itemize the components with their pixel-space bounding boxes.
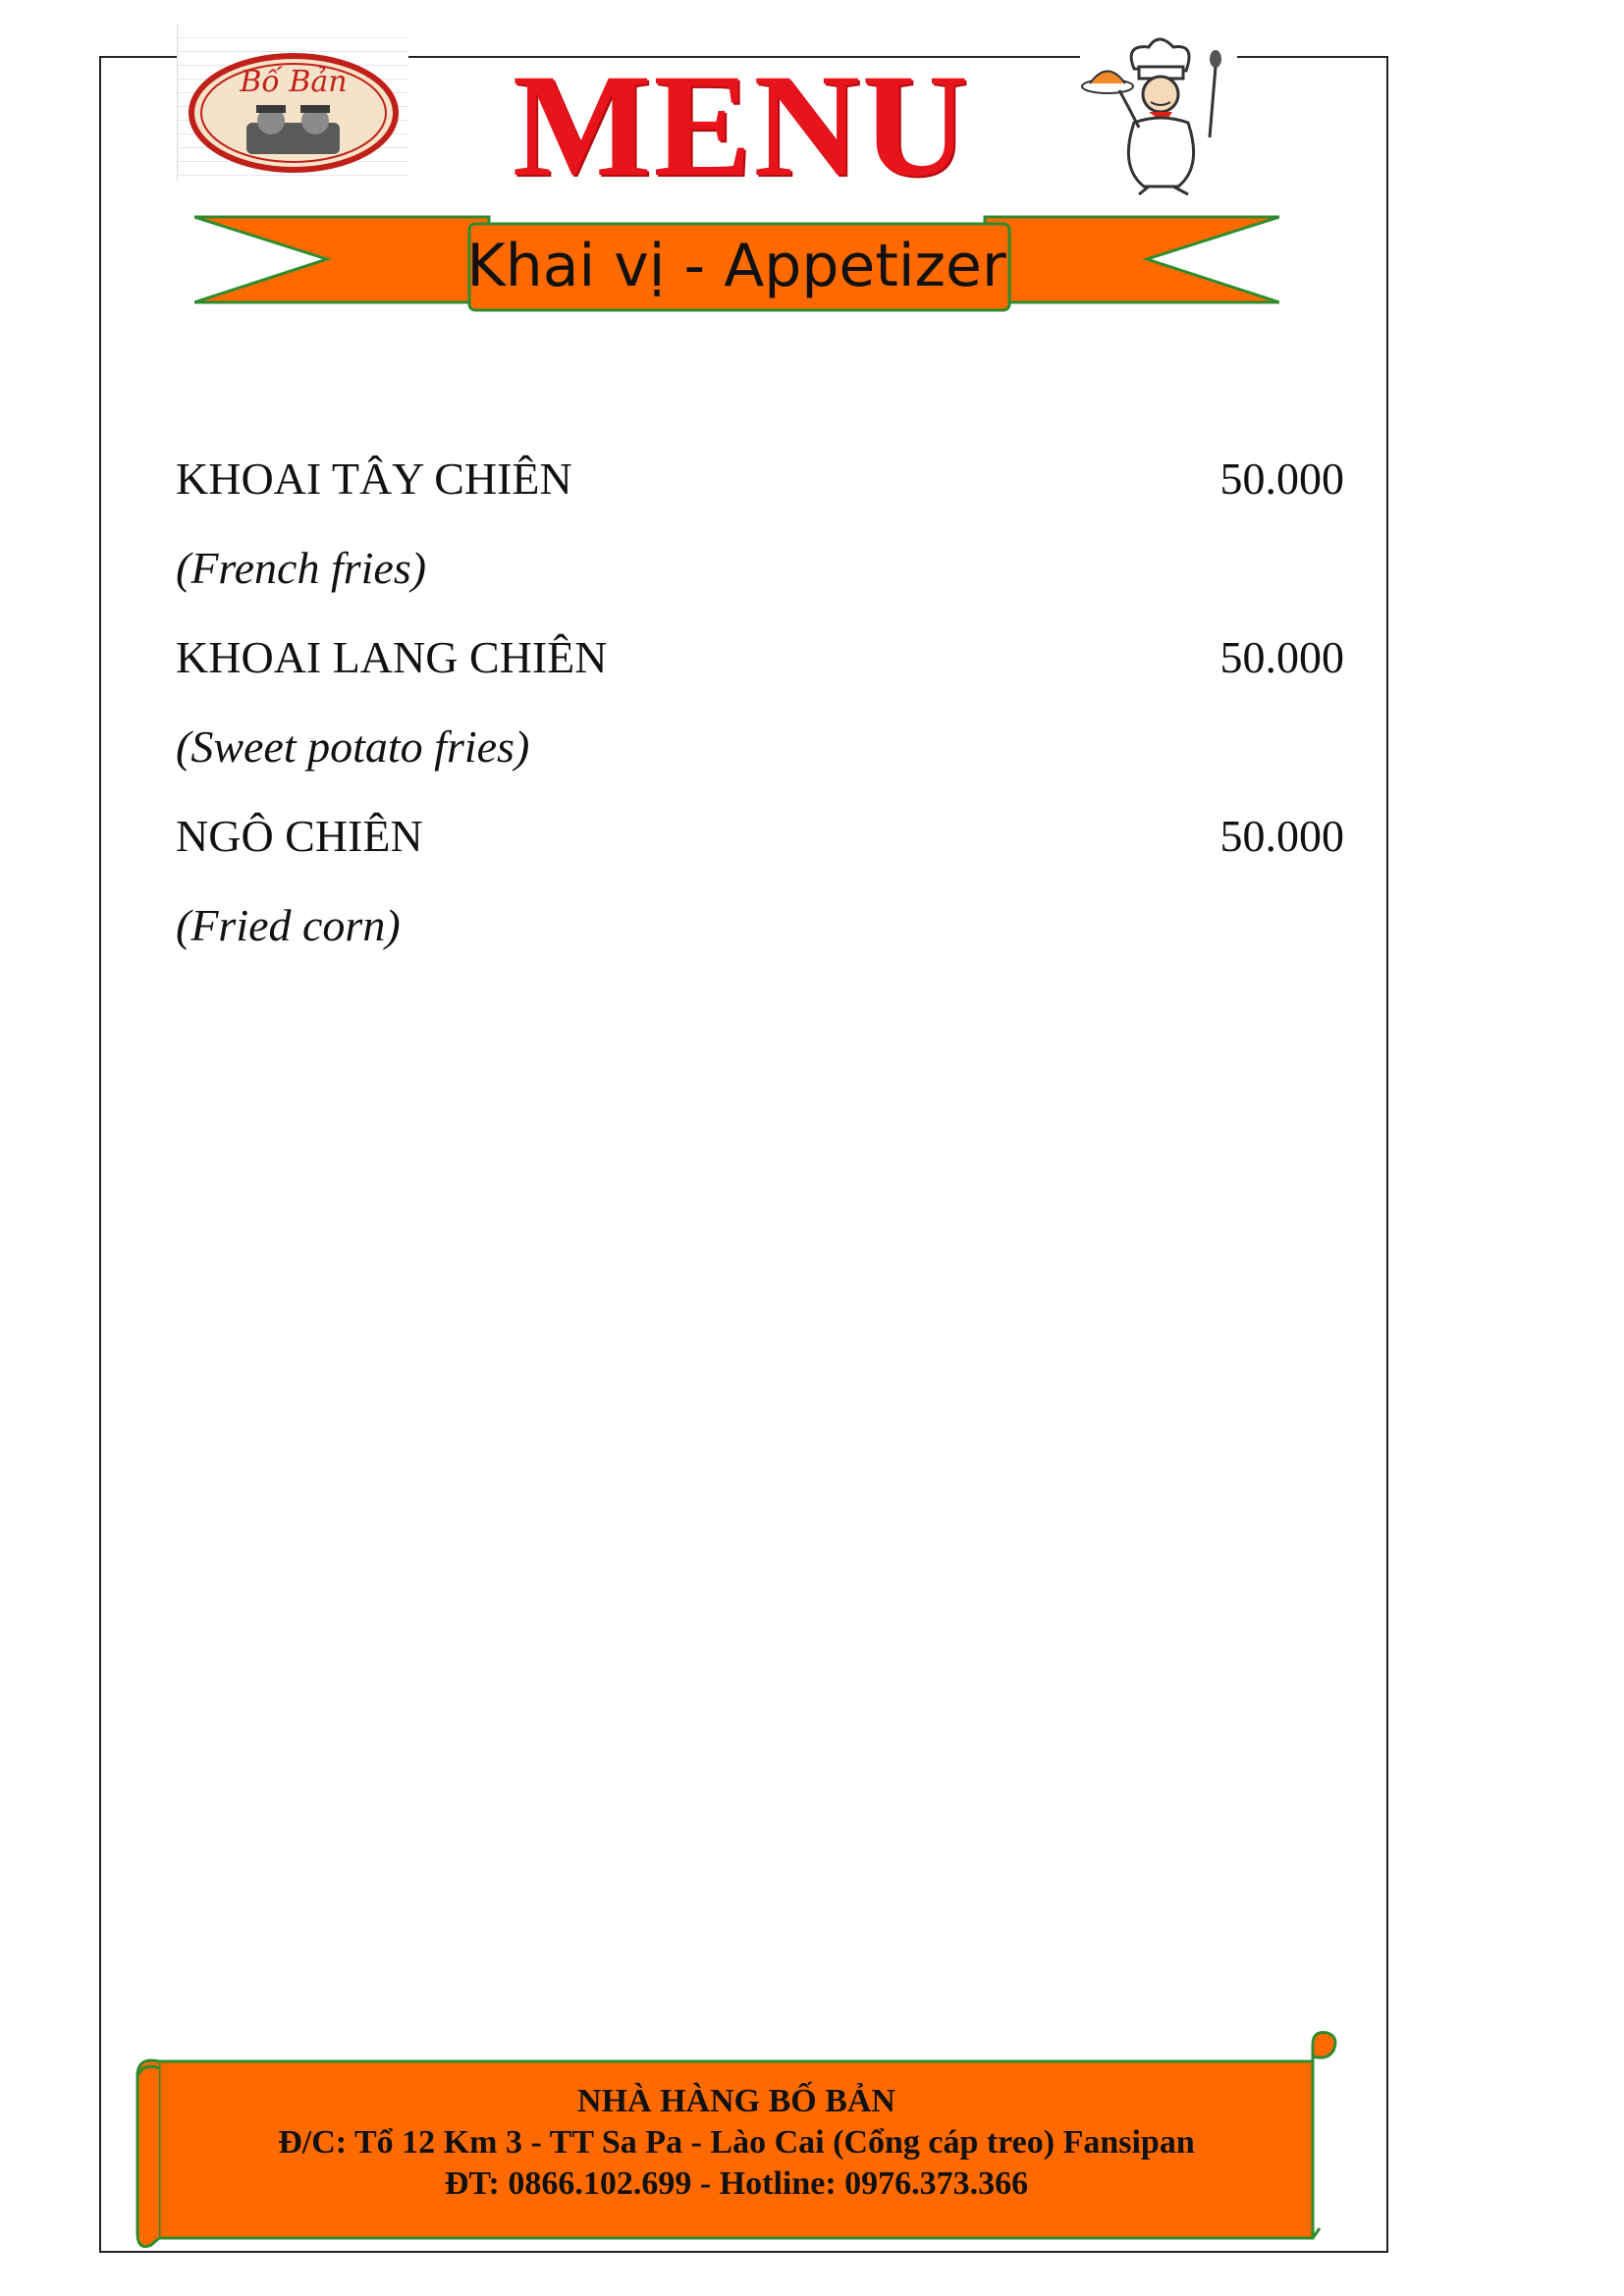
item-english-name: (Sweet potato fries) [176,721,530,772]
restaurant-phone: ĐT: 0866.102.699 - Hotline: 0976.373.366 [444,2165,1029,2202]
footer-info [157,2081,1316,2205]
item-english-name: (Fried corn) [176,900,401,950]
item-name: KHOAI LANG CHIÊN [176,632,608,682]
item-name: KHOAI TÂY CHIÊN [176,454,572,504]
item-price: 50.000 [1219,454,1344,504]
item-english-name: (French fries) [176,543,427,593]
chef-icon [1080,29,1237,196]
logo-text: Bố Bản [240,65,348,99]
menu-item [176,450,1344,508]
menu-title: MENU [512,44,971,207]
restaurant-logo [177,25,408,182]
menu-item [176,807,1344,866]
item-price: 50.000 [1219,632,1344,682]
menu-item [176,628,1344,687]
restaurant-name: NHÀ HÀNG BỐ BẢN [577,2083,895,2119]
page-frame [99,56,1388,2253]
restaurant-address: Đ/C: Tổ 12 Km 3 - TT Sa Pa - Lào Cai (Cổng cáp treo) Fansipan [278,2124,1195,2161]
logo-graphic [178,25,408,182]
item-name: NGÔ CHIÊN [176,811,423,861]
section-label: Khai vị - Appetizer [466,232,1006,300]
item-price: 50.000 [1219,811,1344,861]
